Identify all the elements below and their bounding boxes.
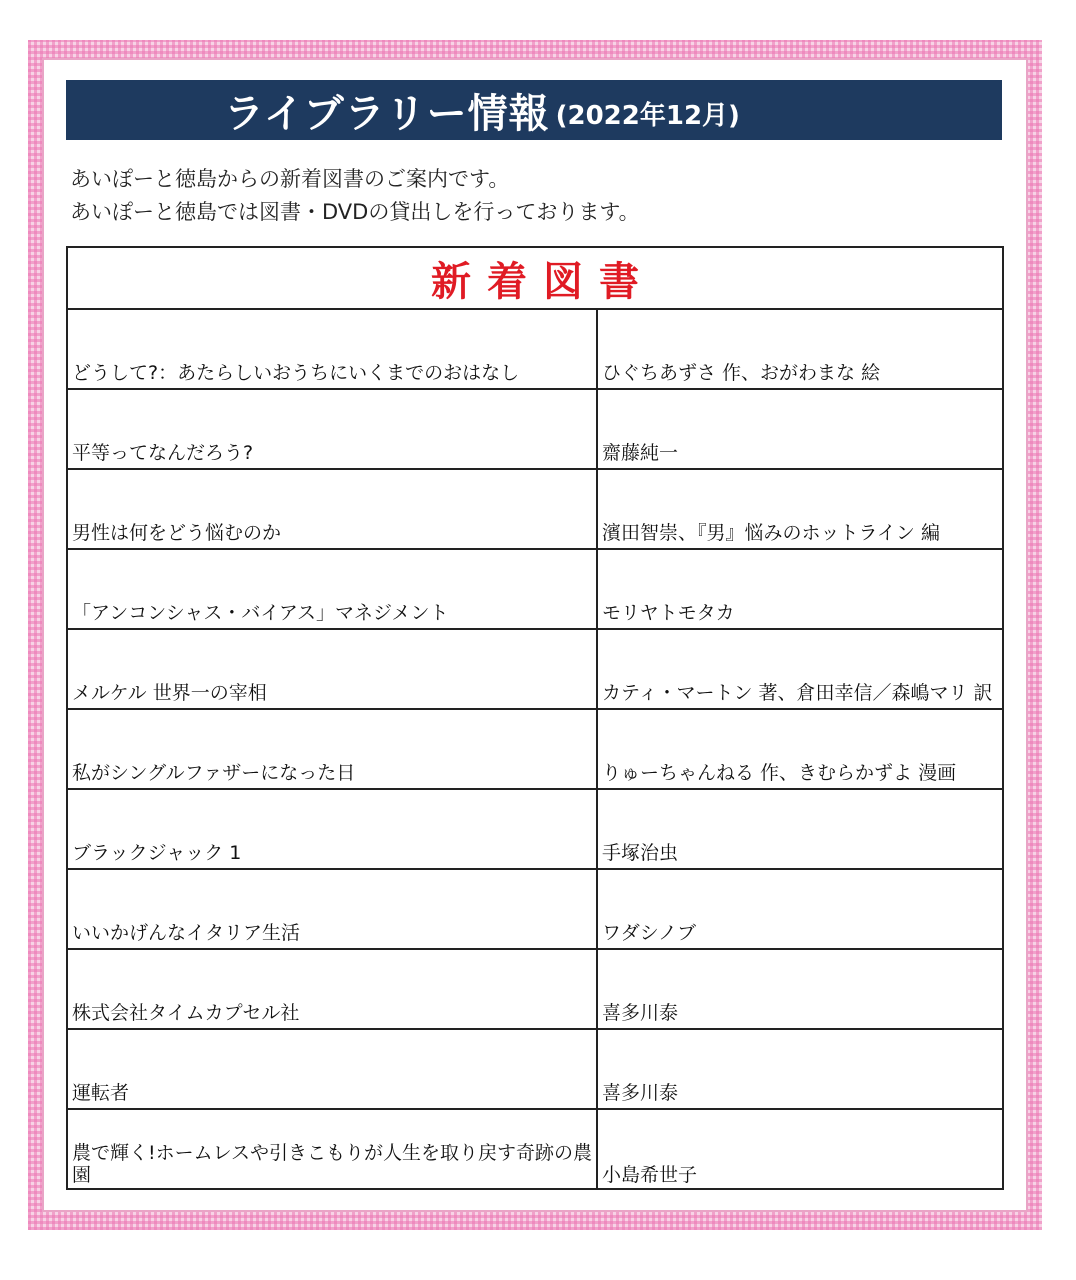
table-body: [68, 310, 1002, 1190]
table-row: [68, 470, 1002, 550]
book-title: どうして?：あたらしいおうちにいくまでのおはなし: [68, 310, 598, 388]
table-row: [68, 1030, 1002, 1110]
book-author: 喜多川泰: [602, 1002, 679, 1024]
intro-line-2: あいぽーと徳島では図書・DVDの貸出しを行っております。: [70, 200, 640, 224]
book-author: ワダシノブ: [602, 922, 697, 944]
table-row: [68, 870, 1002, 950]
book-title: いいかげんなイタリア生活: [68, 870, 598, 948]
table-row: [68, 390, 1002, 470]
book-title: 平等ってなんだろう?: [68, 390, 598, 468]
table-row: [68, 630, 1002, 710]
table-row: [68, 310, 1002, 390]
title-bar: [66, 80, 1002, 140]
table-heading-text: 新着図書: [431, 258, 655, 305]
book-title: ブラックジャック 1: [68, 790, 598, 868]
page-title: ライブラリー情報: [224, 90, 550, 137]
book-author: りゅーちゃんねる 作、きむらかずよ 漫画: [602, 762, 957, 784]
book-author: 喜多川泰: [602, 1082, 679, 1104]
book-author: カティ・マートン 著、倉田幸信／森嶋マリ 訳: [602, 682, 993, 704]
intro-line-1: あいぽーと徳島からの新着図書のご案内です。: [70, 167, 510, 191]
book-author: モリヤトモタカ: [602, 602, 735, 624]
table-row: [68, 710, 1002, 790]
book-author: 小島希世子: [602, 1164, 698, 1186]
book-author: 濱田智崇、『男』悩みのホットライン 編: [602, 522, 940, 544]
book-title: メルケル 世界一の宰相: [68, 630, 598, 708]
book-title: 私がシングルファザーになった日: [68, 710, 598, 788]
book-title: 株式会社タイムカプセル社: [68, 950, 598, 1028]
book-title: 「アンコンシャス・バイアス」マネジメント: [68, 550, 598, 628]
new-books-table: [66, 246, 1004, 1190]
content-area: [42, 58, 1028, 1212]
book-author: 齋藤純一: [602, 442, 679, 464]
book-title: 運転者: [68, 1030, 598, 1108]
table-row: [68, 950, 1002, 1030]
intro-text: [70, 163, 640, 229]
table-row: [68, 790, 1002, 870]
gingham-border-frame: [28, 40, 1042, 1230]
table-row: [68, 550, 1002, 630]
book-author: ひぐちあずさ 作、おがわまな 絵: [602, 362, 881, 384]
table-row: [68, 1110, 1002, 1190]
issue-date: (2022年12月): [555, 100, 740, 131]
book-title: 農で輝く!ホームレスや引きこもりが人生を取り戻す奇跡の農園: [68, 1110, 598, 1190]
book-title: 男性は何をどう悩むのか: [68, 470, 598, 548]
book-author: 手塚治虫: [602, 842, 679, 864]
table-heading: [68, 248, 1002, 310]
